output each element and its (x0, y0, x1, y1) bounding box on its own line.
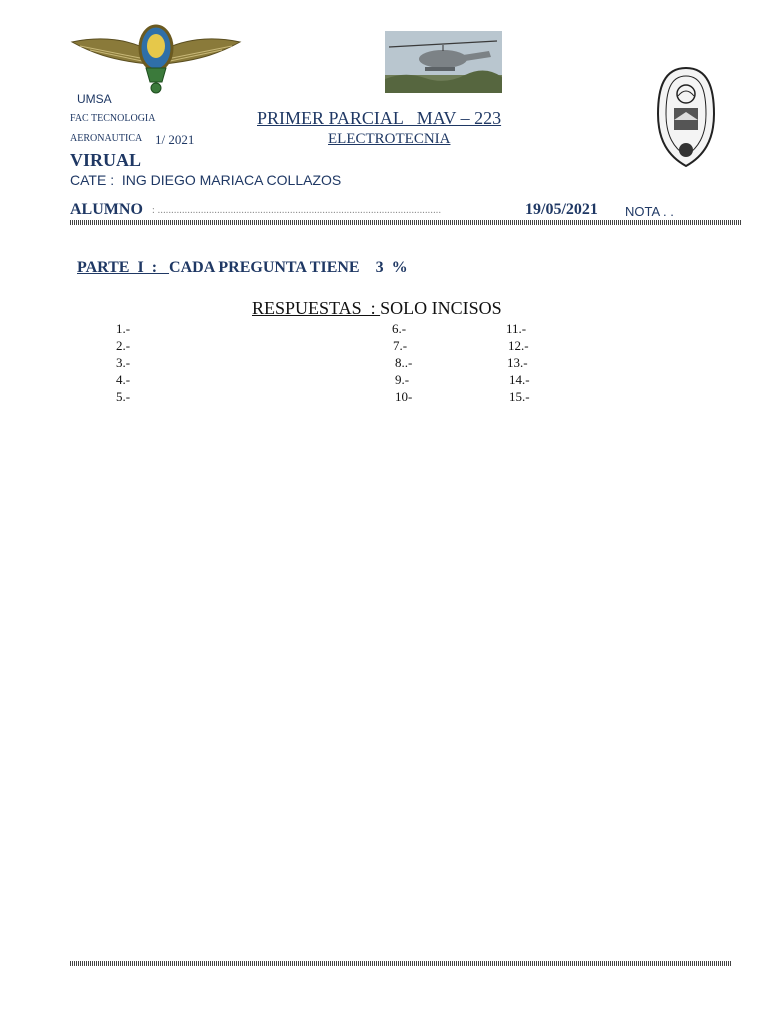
exam-title: PRIMER PARCIAL MAV – 223 (257, 108, 502, 128)
answer-slot-11: 11.- (506, 321, 527, 336)
answer-slot-13: 13.- (507, 355, 528, 370)
answer-slot-3: 3.- (116, 355, 131, 370)
answer-slot-2: 2.- (116, 338, 131, 353)
answer-slot-8: 8..- (395, 355, 413, 370)
aeronautica-wings-logo (70, 16, 242, 96)
exam-date: 19/05/2021 (525, 201, 598, 218)
answer-slot-4: 4.- (116, 372, 131, 387)
answer-slot-5: 5.- (116, 389, 131, 404)
answer-slot-12: 12.- (508, 338, 529, 353)
answer-slot-10: 10- (395, 389, 413, 404)
teacher-label: CATE : ING DIEGO MARIACA COLLAZOS (70, 172, 342, 188)
university-seal-logo (656, 66, 716, 170)
header-divider (70, 220, 742, 225)
answer-slot-14: 14.- (509, 372, 530, 387)
grade-label: NOTA . . (625, 204, 674, 219)
answer-slot-6: 6.- (392, 321, 407, 336)
answer-slot-15: 15.- (509, 389, 530, 404)
answers-heading-rest: SOLO INCISOS (380, 298, 502, 318)
footer-divider (70, 961, 732, 966)
part-label: PARTE I : (77, 259, 170, 276)
student-label: ALUMNO (70, 201, 143, 218)
term-label: 1/ 2021 (155, 132, 195, 147)
part-heading (69, 241, 408, 277)
answer-slot-9: 9.- (395, 372, 410, 387)
subject-title: ELECTROTECNIA (328, 131, 451, 147)
answer-slot-7: 7.- (393, 338, 408, 353)
umsa-label: UMSA (77, 92, 112, 106)
part-text: CADA PREGUNTA TIENE 3 % (169, 259, 408, 276)
answers-heading (243, 277, 502, 319)
student-name-blank: : ......................................................................................................... (152, 205, 442, 216)
faculty-label: FAC TECNOLOGIA (70, 113, 156, 124)
career-label: AERONAUTICA (70, 133, 143, 144)
mode-label: VIRUAL (70, 150, 142, 170)
helicopter-photo (385, 31, 502, 93)
answer-slot-1: 1.- (116, 321, 131, 336)
answers-heading-underlined: RESPUESTAS : (252, 298, 381, 318)
